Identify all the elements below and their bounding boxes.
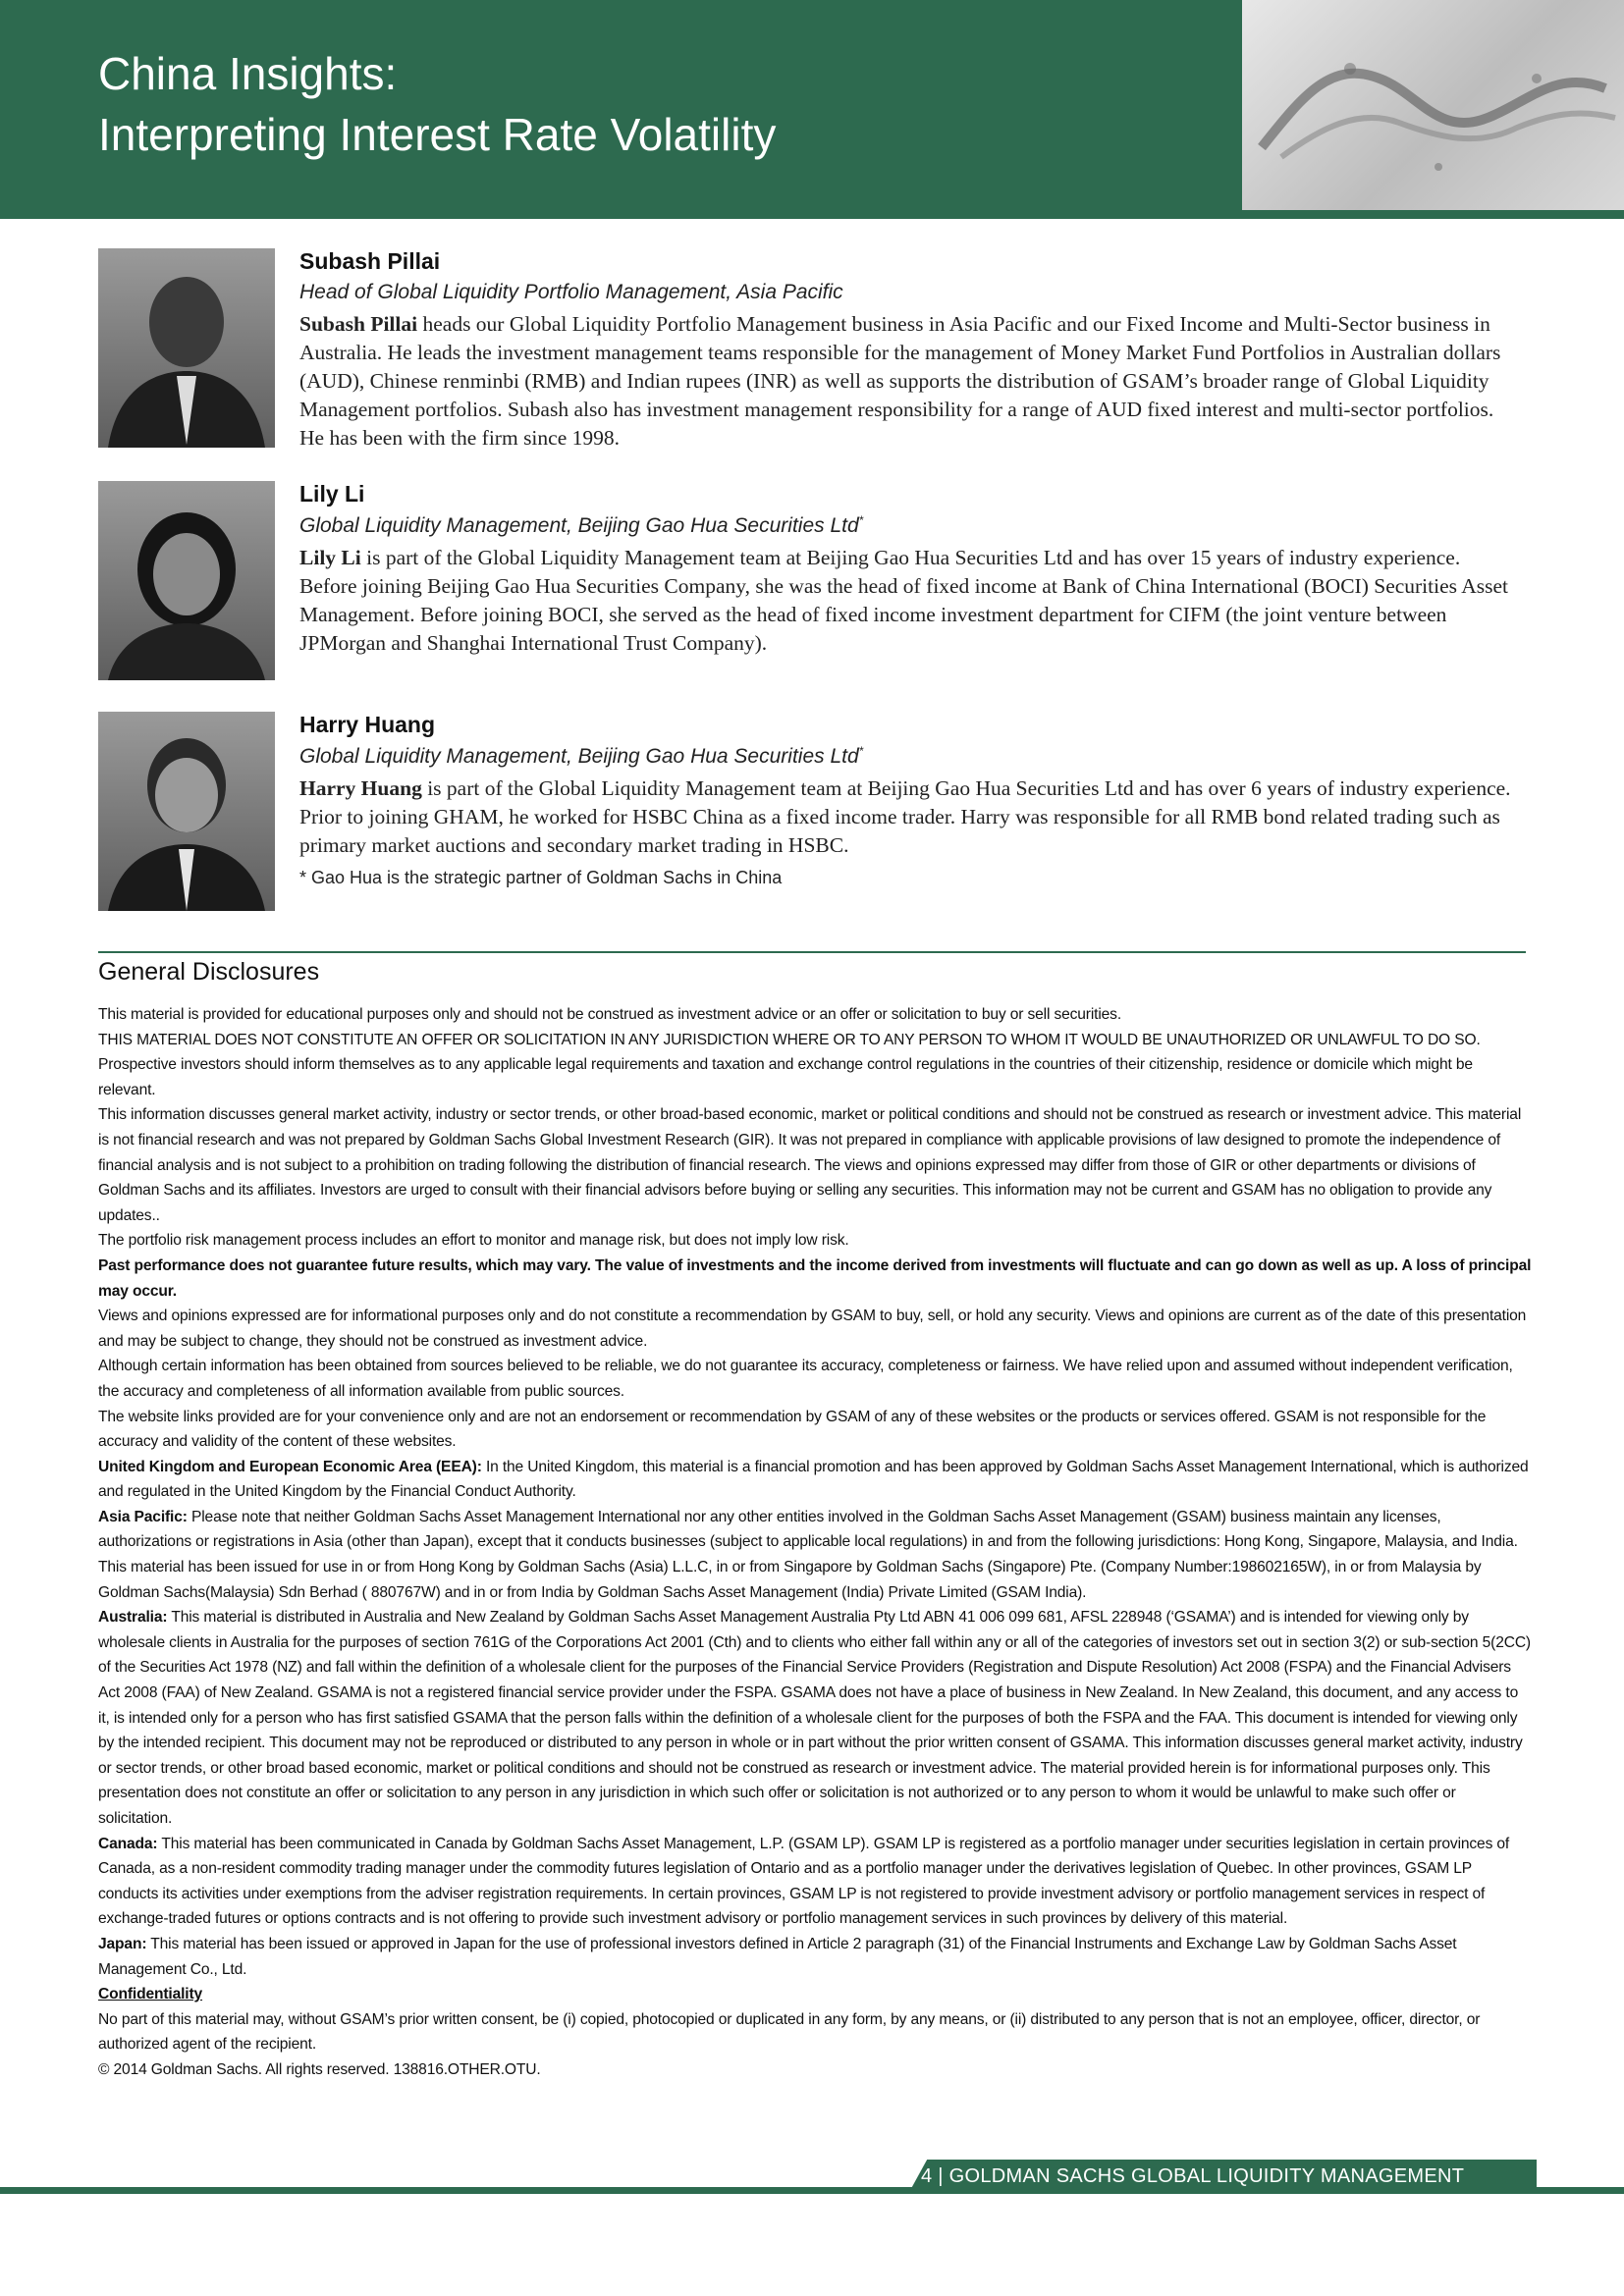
disclosure-paragraph: The website links provided are for your convenience only and are not an endorsement or recommendation by GSAM of any of these websites or the products or services offered. GSAM is not responsible for the accuracy and validity of the content of these websites. xyxy=(98,1408,1487,1451)
bio-text xyxy=(299,248,1522,453)
person-description: Harry Huang is part of the Global Liquidity Management team at Beijing Gao Hua Securities Ltd and has over 6 years of industry experience. Prior to joining GHAM, he worked for HSBC China as a fixed income trader. Harry was responsible for all RMB bond related trading such as primary market auctions and secondary market trading in HSBC. xyxy=(299,776,1511,857)
confidentiality-heading: Confidentiality xyxy=(98,1986,203,2003)
footer-page-label: 4 | GOLDMAN SACHS GLOBAL LIQUIDITY MANAGEMENT xyxy=(921,2165,1465,2187)
disclosure-paragraph: Past performance does not guarantee future results, which may vary. The value of investments and the income derived from investments will fluctuate and can go down as well as up. A loss of principal may occur. xyxy=(98,1256,1532,1300)
page-title: China Insights: xyxy=(98,48,398,99)
person-name: Lily Li xyxy=(299,481,365,507)
person-description: Lily Li is part of the Global Liquidity Management team at Beijing Gao Hua Securities Ltd and has over 15 years of industry experience. Before joining Beijing Gao Hua Securities Company, she was the head of fixed income at Bank of China International (BOCI) Securities Asset Management. Before joining BOCI, she served as the head of fixed income investment department for CIFM (the joint venture between JPMorgan and Shanghai International Trust Company). xyxy=(299,546,1508,655)
person-description: Subash Pillai heads our Global Liquidity Portfolio Management business in Asia Pacific and our Fixed Income and Multi-Sector business in Australia. He leads the investment management teams responsible for the management of Money Market Fund Portfolios in Australian dollars (AUD), Chinese renminbi (RMB) and Indian rupees (INR) as well as supports the distribution of GSAM’s broader range of Global Liquidity Management portfolios. Subash also has investment management responsibility for a range of AUD fixed interest and multi-sector portfolios. He has been with the firm since 1998. xyxy=(299,312,1501,450)
disclosures-body xyxy=(98,1002,1532,2083)
disclosure-paragraph: Although certain information has been obtained from sources believed to be reliable, we do not guarantee its accuracy, completeness or fairness. We have relied upon and assumed without independent verification, the accuracy and completeness of all information available from public sources. xyxy=(98,1358,1513,1400)
person-name: Subash Pillai xyxy=(299,248,441,274)
portrait-photo xyxy=(98,712,275,911)
disclosure-confidentiality: No part of this material may, without GSAM’s prior written consent, be (i) copied, photocopied or duplicated in any form, by any means, or (ii) distributed to any person that is not an employee, officer, director, or authorized agent of the recipient. xyxy=(98,2010,1481,2054)
disclosure-uk: United Kingdom and European Economic Area (EEA): In the United Kingdom, this material is a financial promotion and has been approved by Goldman Sachs Asset Management International, which is authorized and regulated in the United Kingdom by the Financial Conduct Authority. xyxy=(98,1458,1529,1501)
person-role: Global Liquidity Management, Beijing Gao Hua Securities Ltd* xyxy=(299,513,864,537)
water-splash-image xyxy=(1242,0,1624,210)
bio-text xyxy=(299,712,1522,888)
header-rule xyxy=(0,216,1624,219)
person-role: Global Liquidity Management, Beijing Gao Hua Securities Ltd* xyxy=(299,744,864,768)
disclosure-paragraph: THIS MATERIAL DOES NOT CONSTITUTE AN OFFER OR SOLICITATION IN ANY JURISDICTION WHERE OR TO ANY PERSON TO WHOM IT WOULD BE UNAUTHORIZED OR UNLAWFUL TO DO SO. xyxy=(98,1031,1481,1048)
person-name: Harry Huang xyxy=(299,712,436,737)
disclosure-paragraph: The portfolio risk management process includes an effort to monitor and manage risk, but does not imply low risk. xyxy=(98,1232,849,1250)
header-band xyxy=(0,0,1624,216)
bio-lily-li xyxy=(98,481,1522,687)
disclosure-paragraph: Prospective investors should inform themselves as to any applicable legal requirements and taxation and exchange control regulations in the countries of their citizenship, residence or domicile which might be relevant. xyxy=(98,1056,1473,1098)
person-role: Head of Global Liquidity Portfolio Management, Asia Pacific xyxy=(299,281,843,303)
disclosure-australia: Australia: This material is distributed in Australia and New Zealand by Goldman Sachs Asset Management Australia Pty Ltd ABN 41 006 099 681, AFSL 228948 (‘GSAMA’) and is intended for viewing only by wholesale clients in Australia for the purposes of section 761G of the Corporations Act 2001 (Cth) and to clients who either fall within any or all of the categories of investors set out in section 3(2) or sub-section 5(2CC) of the Securities Act 1978 (NZ) and fall within the definition of a wholesale client for the purposes of the Financial Service Providers (Registration and Dispute Resolution) Act 2008 (FSPA) and the Financial Advisers Act 2008 (FAA) of New Zealand. GSAMA is not a registered financial service provider under the FSPA. GSAMA does not have a place of business in New Zealand. In New Zealand, this document, and any access to it, is intended only for a person who has first satisfied GSAMA that the person falls within the definition of a wholesale client for the purposes of both the FSPA and the FAA. This document is intended for viewing only by the intended recipient. This document may not be reproduced or distributed to any person in whole or in part without the prior written consent of GSAMA. This information discusses general market activity, industry or sector trends, or other broad based economic, market or political conditions and should not be construed as research or investment advice. The material provided herein is for informational purposes only. This presentation does not constitute an offer or solicitation to any person in any jurisdiction in which such offer or solicitation is not authorized or to any person to whom it would be unlawful to make such offer or solicitation. xyxy=(98,1609,1531,1827)
disclosure-japan: Japan: This material has been issued or approved in Japan for the use of professional investors defined in Article 2 paragraph (31) of the Financial Instruments and Exchange Law by Goldman Sachs Asset Management Co., Ltd. xyxy=(98,1935,1457,1978)
portrait-photo xyxy=(98,481,275,680)
footnote: * Gao Hua is the strategic partner of Goldman Sachs in China xyxy=(299,868,783,887)
disclosure-asia-pacific: Asia Pacific: Please note that neither Goldman Sachs Asset Management International nor any other entities involved in the Goldman Sachs Asset Management (GSAM) business maintain any licenses, authorizations or registrations in Asia (other than Japan), except that it conducts businesses (subject to applicable local regulations) in and from the following jurisdictions: Hong Kong, Singapore, Malaysia, and India. This material has been issued for use in or from Hong Kong by Goldman Sachs (Asia) L.L.C, in or from Singapore by Goldman Sachs (Singapore) Pte. (Company Number:198602165W), in or from Malaysia by Goldman Sachs(Malaysia) Sdn Berhad ( 880767W) and in or from India by Goldman Sachs Asset Management (India) Private Limited (GSAM India). xyxy=(98,1508,1518,1601)
bio-harry-huang xyxy=(98,712,1522,918)
page-subtitle: Interpreting Interest Rate Volatility xyxy=(98,109,777,160)
section-divider xyxy=(98,951,1526,953)
bio-text xyxy=(299,481,1522,658)
disclosures-title: General Disclosures xyxy=(98,958,320,986)
bio-subash-pillai xyxy=(98,248,1522,454)
disclosure-paragraph: Views and opinions expressed are for informational purposes only and do not constitute a recommendation by GSAM to buy, sell, or hold any security. Views and opinions are current as of the date of this presentation and may be subject to change, they should not be construed as investment advice. xyxy=(98,1308,1527,1350)
disclosure-canada: Canada: This material has been communicated in Canada by Goldman Sachs Asset Management, L.P. (GSAM LP). GSAM LP is registered as a portfolio manager under securities legislation in certain provinces of Canada, as a non-resident commodity trading manager under the commodity futures legislation of Ontario and as a portfolio manager under the derivatives legislation of Quebec. In other provinces, GSAM LP conducts its activities under exemptions from the adviser registration requirements. In certain provinces, GSAM LP is not registered to provide investment advisory or portfolio management services in respect of exchange-traded futures or options contracts and is not offering to provide such investment advisory or portfolio management services in such provinces by delivery of this material. xyxy=(98,1835,1510,1928)
portrait-photo xyxy=(98,248,275,448)
copyright: © 2014 Goldman Sachs. All rights reserved. 138816.OTHER.OTU. xyxy=(98,2060,541,2078)
disclosure-paragraph: This material is provided for educational purposes only and should not be construed as investment advice or an offer or solicitation to buy or sell securities. xyxy=(98,1006,1122,1023)
disclosure-paragraph: This information discusses general market activity, industry or sector trends, or other broad-based economic, market or political conditions and should not be construed as research or investment advice. This material is not financial research and was not prepared by Goldman Sachs Global Investment Research (GIR). It was not prepared in compliance with applicable provisions of law designed to promote the independence of financial analysis and is not subject to a prohibition on trading following the distribution of financial research. The views and opinions expressed may differ from those of GIR or other departments or divisions of Goldman Sachs and its affiliates. Investors are urged to consult with their financial advisors before buying or selling any securities. This information may not be current and GSAM has no obligation to provide any updates.. xyxy=(98,1106,1522,1224)
